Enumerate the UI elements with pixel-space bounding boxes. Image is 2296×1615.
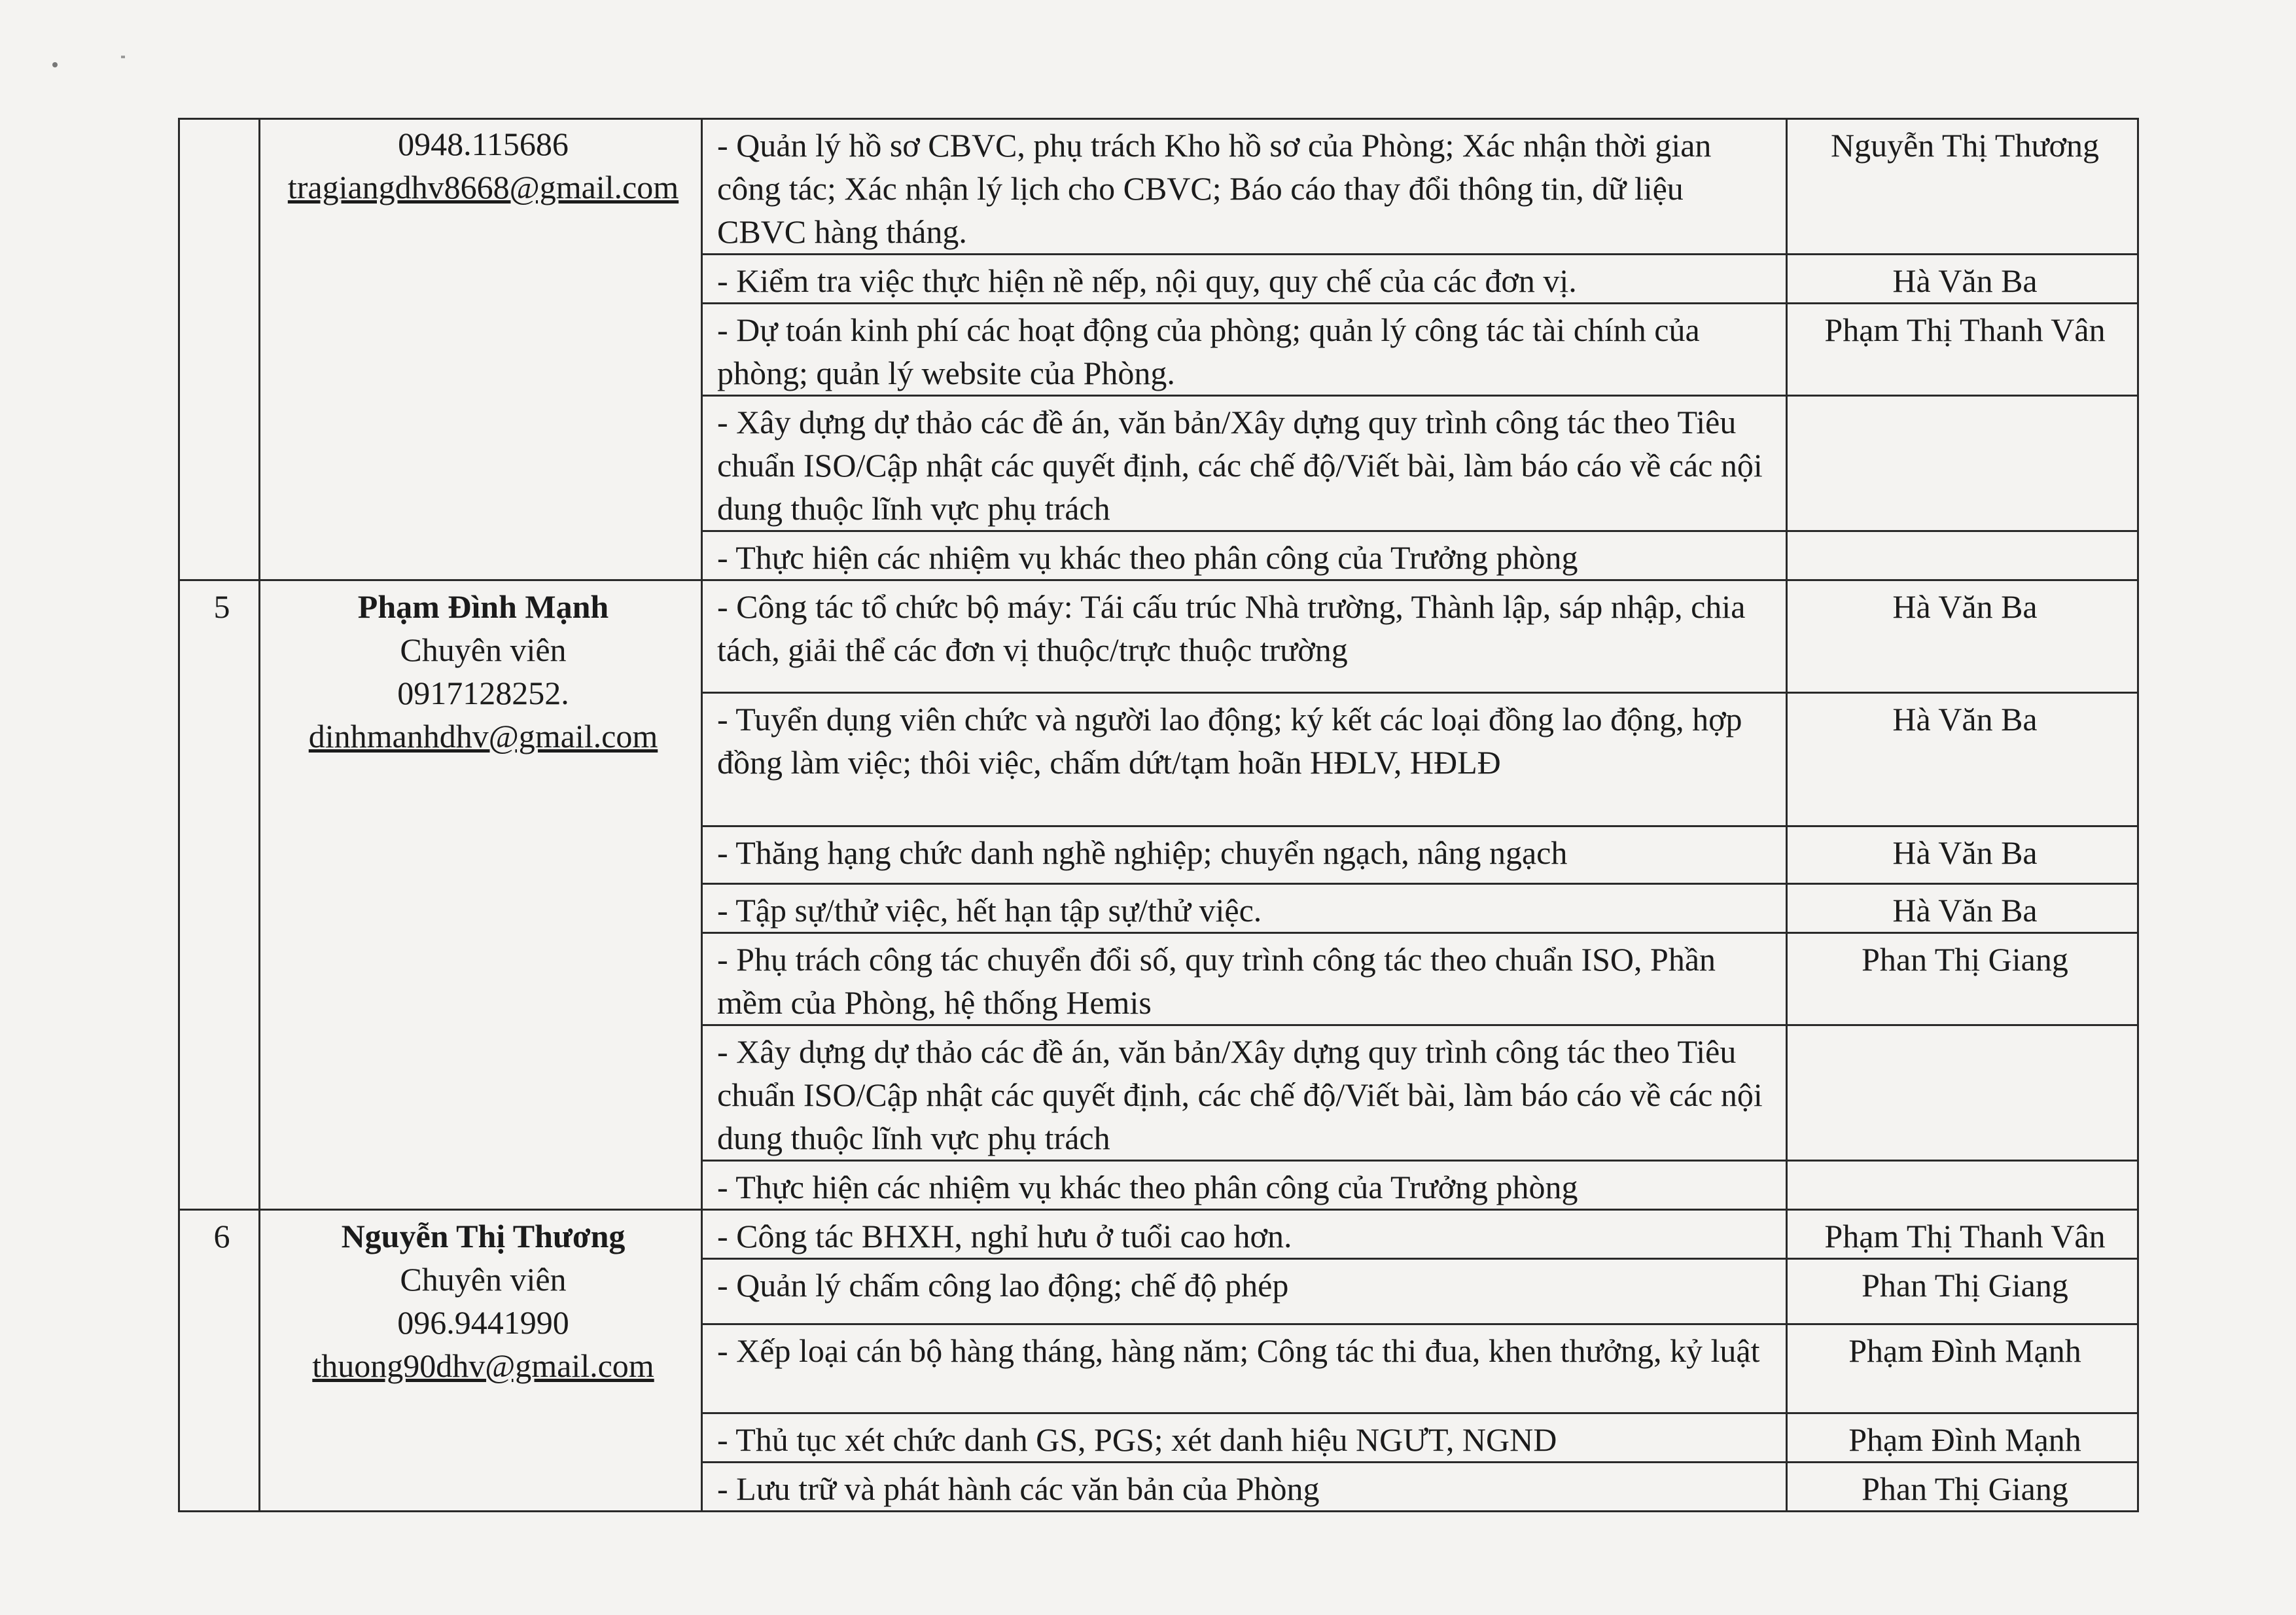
staff-phone: 0948.115686 bbox=[398, 126, 569, 162]
task-description: - Công tác BHXH, nghỉ hưu ở tuổi cao hơn. bbox=[702, 1210, 1787, 1259]
staff-email[interactable]: dinhmanhdhv@gmail.com bbox=[308, 718, 658, 754]
task-description: - Xếp loại cán bộ hàng tháng, hàng năm; Công tác thi đua, khen thưởng, kỷ luật bbox=[702, 1324, 1787, 1413]
substitute-person: Hà Văn Ba bbox=[1787, 693, 2138, 826]
scan-speck bbox=[121, 56, 125, 58]
task-description: - Thăng hạng chức danh nghề nghiệp; chuyển ngạch, nâng ngạch bbox=[702, 826, 1787, 884]
substitute-person: Nguyễn Thị Thương bbox=[1787, 119, 2138, 255]
staff-info-cell bbox=[260, 580, 702, 1210]
task-description: - Thủ tục xét chức danh GS, PGS; xét danh hiệu NGƯT, NGND bbox=[702, 1413, 1787, 1463]
assignment-table-body bbox=[179, 119, 2138, 1512]
substitute-person bbox=[1787, 396, 2138, 531]
task-description: - Phụ trách công tác chuyển đổi số, quy trình công tác theo chuẩn ISO, Phần mềm của Phòng, hệ thống Hemis bbox=[702, 933, 1787, 1025]
task-description: - Xây dựng dự thảo các đề án, văn bản/Xây dựng quy trình công tác theo Tiêu chuẩn ISO/Cập nhật các quyết định, các chế độ/Viết bài, làm báo cáo về các nội dung thuộc lĩnh vực phụ trách bbox=[702, 1025, 1787, 1161]
scan-speck bbox=[52, 62, 58, 67]
substitute-person: Phạm Thị Thanh Vân bbox=[1787, 1210, 2138, 1259]
table-row bbox=[179, 580, 2138, 693]
task-description: - Thực hiện các nhiệm vụ khác theo phân công của Trưởng phòng bbox=[702, 531, 1787, 580]
staff-title: Chuyên viên bbox=[400, 1261, 567, 1298]
substitute-person: Phan Thị Giang bbox=[1787, 1259, 2138, 1324]
task-description: - Quản lý chấm công lao động; chế độ phép bbox=[702, 1259, 1787, 1324]
task-description: - Lưu trữ và phát hành các văn bản của Phòng bbox=[702, 1463, 1787, 1512]
substitute-person bbox=[1787, 1161, 2138, 1210]
substitute-person: Phạm Thị Thanh Vân bbox=[1787, 304, 2138, 396]
task-description: - Thực hiện các nhiệm vụ khác theo phân công của Trưởng phòng bbox=[702, 1161, 1787, 1210]
staff-phone: 0917128252. bbox=[397, 675, 569, 711]
staff-email[interactable]: tragiangdhv8668@gmail.com bbox=[287, 169, 679, 205]
staff-phone: 096.9441990 bbox=[397, 1304, 569, 1341]
task-description: - Xây dựng dự thảo các đề án, văn bản/Xây dựng quy trình công tác theo Tiêu chuẩn ISO/Cập nhật các quyết định, các chế độ/Viết bài, làm báo cáo về các nội dung thuộc lĩnh vực phụ trách bbox=[702, 396, 1787, 531]
row-number: 5 bbox=[179, 580, 260, 1210]
row-number bbox=[179, 119, 260, 580]
task-description: - Dự toán kinh phí các hoạt động của phòng; quản lý công tác tài chính của phòng; quản lý website của Phòng. bbox=[702, 304, 1787, 396]
substitute-person: Phạm Đình Mạnh bbox=[1787, 1324, 2138, 1413]
task-description: - Tuyển dụng viên chức và người lao động; ký kết các loại đồng lao động, hợp đồng làm việc; thôi việc, chấm dứt/tạm hoãn HĐLV, HĐLĐ bbox=[702, 693, 1787, 826]
substitute-person: Hà Văn Ba bbox=[1787, 580, 2138, 693]
staff-info-cell bbox=[260, 119, 702, 580]
task-description: - Quản lý hồ sơ CBVC, phụ trách Kho hồ sơ của Phòng; Xác nhận thời gian công tác; Xác nhận lý lịch cho CBVC; Báo cáo thay đổi thông tin, dữ liệu CBVC hàng tháng. bbox=[702, 119, 1787, 255]
substitute-person bbox=[1787, 531, 2138, 580]
staff-name: Nguyễn Thị Thương bbox=[341, 1218, 626, 1254]
substitute-person: Hà Văn Ba bbox=[1787, 255, 2138, 304]
staff-name: Phạm Đình Mạnh bbox=[357, 588, 609, 625]
substitute-person bbox=[1787, 1025, 2138, 1161]
task-description: - Công tác tổ chức bộ máy: Tái cấu trúc Nhà trường, Thành lập, sáp nhập, chia tách, giải thể các đơn vị thuộc/trực thuộc trường bbox=[702, 580, 1787, 693]
table-row bbox=[179, 1210, 2138, 1259]
substitute-person: Phan Thị Giang bbox=[1787, 933, 2138, 1025]
assignment-table bbox=[178, 118, 2139, 1512]
substitute-person: Phan Thị Giang bbox=[1787, 1463, 2138, 1512]
staff-title: Chuyên viên bbox=[400, 631, 567, 668]
task-description: - Kiểm tra việc thực hiện nề nếp, nội quy, quy chế của các đơn vị. bbox=[702, 255, 1787, 304]
substitute-person: Hà Văn Ba bbox=[1787, 826, 2138, 884]
staff-email[interactable]: thuong90dhv@gmail.com bbox=[312, 1347, 654, 1384]
row-number: 6 bbox=[179, 1210, 260, 1512]
task-description: - Tập sự/thử việc, hết hạn tập sự/thử việc. bbox=[702, 884, 1787, 933]
staff-info-cell bbox=[260, 1210, 702, 1512]
substitute-person: Phạm Đình Mạnh bbox=[1787, 1413, 2138, 1463]
table-row bbox=[179, 119, 2138, 255]
substitute-person: Hà Văn Ba bbox=[1787, 884, 2138, 933]
